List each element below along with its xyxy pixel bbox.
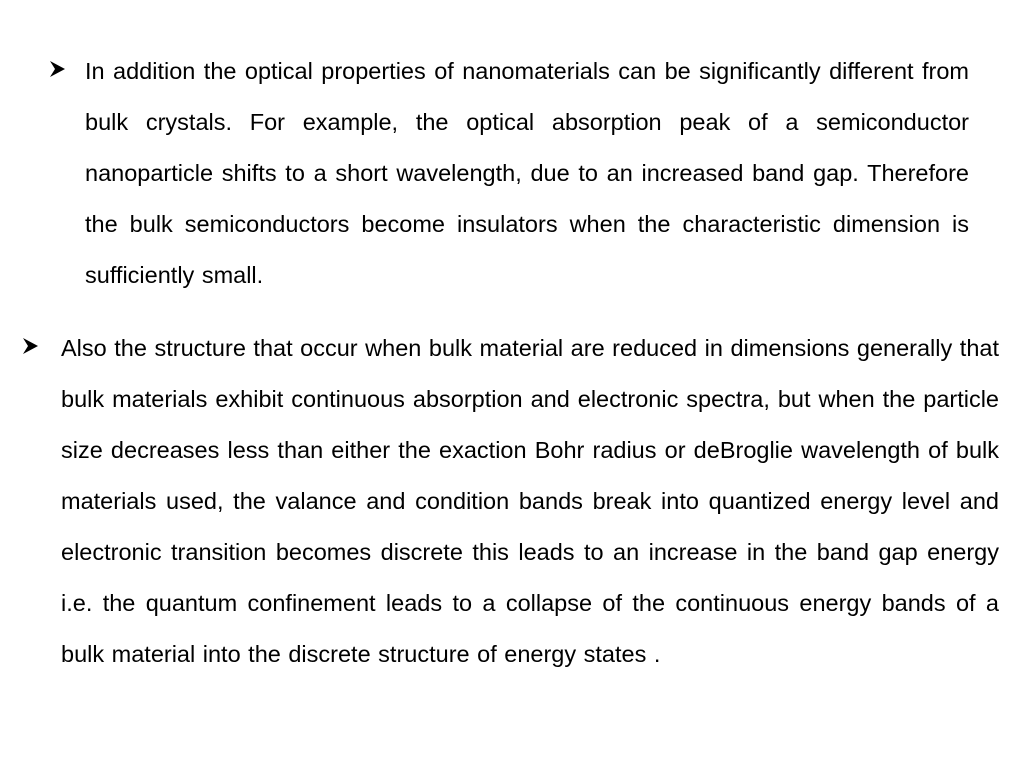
arrowhead-bullet-icon <box>21 323 41 374</box>
bullet-item-quantum-confinement <box>21 323 999 680</box>
arrowhead-bullet-icon <box>48 46 68 97</box>
bullet-item-optical-properties <box>48 46 970 301</box>
bullet-text: Also the structure that occur when bulk material are reduced in dimensions generally that bulk materials exhibit continuous absorption and electronic spectra, but when the particle size decreases less than either the exaction Bohr radius or deBroglie wavelength of bulk materials used, the valance and condition bands break into quantized energy level and electronic transition becomes discrete this leads to an increase in the band gap energy i.e. the quantum confinement leads to a collapse of the continuous energy bands of a bulk material into the discrete structure of energy states . <box>61 335 999 667</box>
bullet-text: In addition the optical properties of nanomaterials can be significantly different from bulk crystals. For example, the optical absorption peak of a semiconductor nanoparticle shifts to a short wavelength, due to an increased band gap. Therefore the bulk semiconductors become insulators when the characteristic dimension is sufficiently small. <box>85 58 969 288</box>
